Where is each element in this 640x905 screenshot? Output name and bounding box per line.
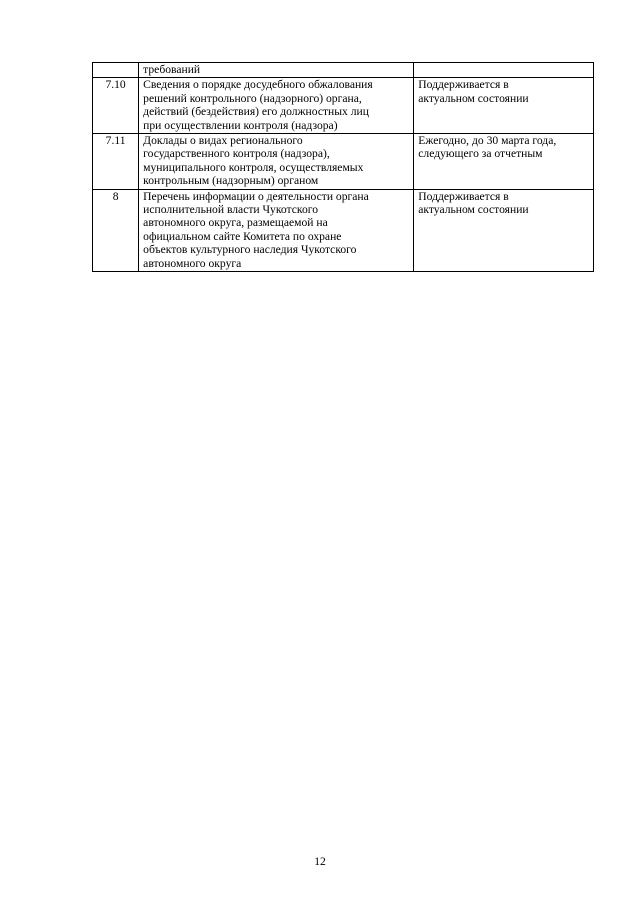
table-row [93, 63, 594, 78]
row-number-cell [93, 63, 139, 78]
row-description-line: объектов культурного наследия Чукотского [143, 243, 357, 257]
row-number-cell [93, 78, 139, 134]
row-description-line: контрольным (надзорным) органом [143, 174, 319, 188]
row-description-line: муниципального контроля, осуществляемых [143, 160, 364, 174]
row-description-line: государственного контроля (надзора), [143, 147, 330, 161]
row-description-line: Сведения о порядке досудебного обжалования [143, 78, 373, 92]
row-number: 7.10 [105, 78, 126, 92]
row-description-cell [139, 189, 414, 271]
table-row [93, 189, 594, 271]
row-number: 8 [112, 189, 119, 203]
row-description-line: действий (бездействия) его должностных лиц [143, 105, 369, 119]
row-term-line: актуальном состоянии [418, 91, 529, 105]
page-number: 12 [314, 855, 326, 868]
row-term-cell [414, 78, 594, 134]
row-description-line: исполнительной власти Чукотского [143, 203, 318, 217]
row-description-line: требований [143, 63, 201, 76]
table-row [93, 78, 594, 134]
row-description-line: официальном сайте Комитета по охране [143, 229, 342, 243]
row-number-cell [93, 134, 139, 190]
row-description-cell [139, 63, 414, 78]
row-description-line: Перечень информации о деятельности органа [143, 189, 369, 203]
table-row [93, 134, 594, 190]
row-description-line: Доклады о видах регионального [143, 134, 303, 148]
row-term-line: актуальном состоянии [418, 203, 529, 217]
row-description-cell [139, 134, 414, 190]
row-term-cell [414, 63, 594, 78]
row-term-line: Ежегодно, до 30 марта года, [418, 134, 557, 148]
row-term-line: следующего за отчетным [418, 147, 543, 161]
row-term-line: Поддерживается в [418, 189, 509, 203]
information-table [92, 62, 594, 272]
row-term-cell [414, 189, 594, 271]
row-description-line: автономного округа [143, 256, 242, 270]
row-number: 7.11 [105, 134, 126, 148]
row-number-cell [93, 189, 139, 271]
row-term-cell [414, 134, 594, 190]
row-description-cell [139, 78, 414, 134]
row-description-line: автономного округа, размещаемой на [143, 216, 328, 230]
row-description-line: при осуществлении контроля (надзора) [143, 118, 338, 132]
row-term-line: Поддерживается в [418, 78, 509, 92]
row-description-line: решений контрольного (надзорного) органа, [143, 91, 362, 105]
